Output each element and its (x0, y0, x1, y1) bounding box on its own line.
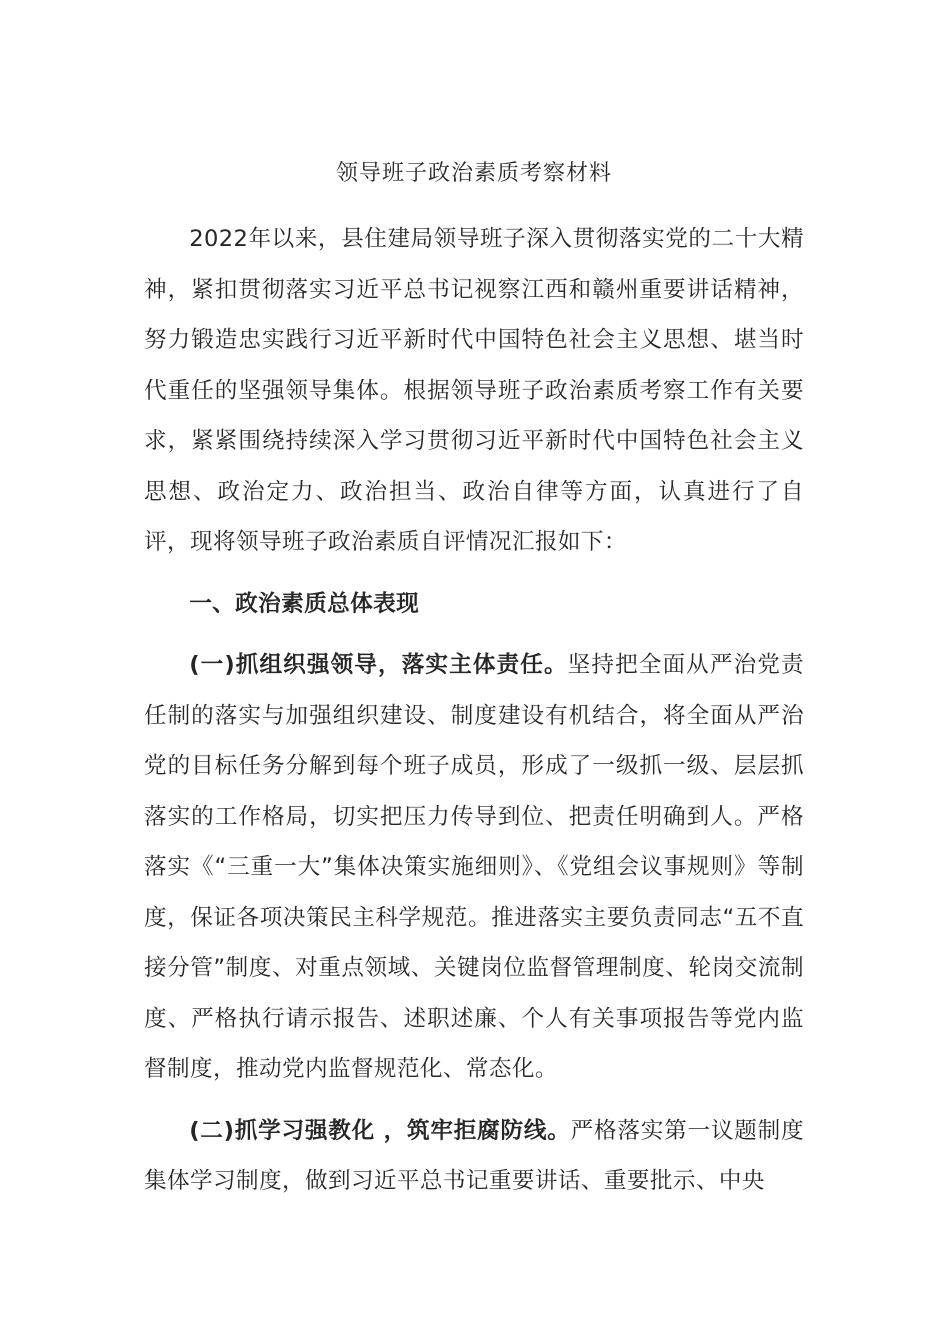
item-text-2: 严格落实第一议题制度集体学习制度，做到习近平总书记重要讲话、重要批示、中央 (144, 1117, 805, 1194)
item-text-1: 坚持把全面从严治党责任制的落实与加强组织建设、制度建设有机结合，将全面从严治党的目标任务分解到每个班子成员，形成了一级抓一级、层层抓落实的工作格局，切实把压力传导到位、把责任明确到人。严格落实《“三重一大”集体决策实施细则》、《党组会议事规则》等制度，保证各项决策民主科学规范。推进落实主要负责同志“五不直接分管”制度、对重点领域、关键岗位监督管理制度、轮岗交流制度、严格执行请示报告、述职述廉、个人有关事项报告等党内监督制度，推动党内监督规范化、常态化。 (144, 652, 805, 1082)
item-lead-1: (一)抓组织强领导，落实主体责任。 (189, 652, 568, 678)
item-lead-2: (二)抓学习强教化 ，筑牢拒腐防线。 (189, 1117, 571, 1144)
section-heading: 一、政治素质总体表现 (189, 590, 420, 617)
intro-paragraph: 2022年以来，县住建局领导班子深入贯彻落实党的二十大精神，紧扣贯彻落实习近平总书记视察江西和赣州重要讲话精神，努力锻造忠实践行习近平新时代中国特色社会主义思想、堪当时代重任的坚强领导集体。根据领导班子政治素质考察工作有关要求，紧紧围绕持续深入学习贯彻习近平新时代中国特色社会主义思想、政治定力、政治担当、政治自律等方面，认真进行了自评，现将领导班子政治素质自评情况汇报如下： (144, 226, 804, 555)
document-body (144, 214, 804, 1207)
document-title: 领导班子政治素质考察材料 (335, 161, 612, 186)
item-paragraph-2 (144, 1106, 804, 1207)
item-paragraph-1 (144, 640, 804, 1095)
